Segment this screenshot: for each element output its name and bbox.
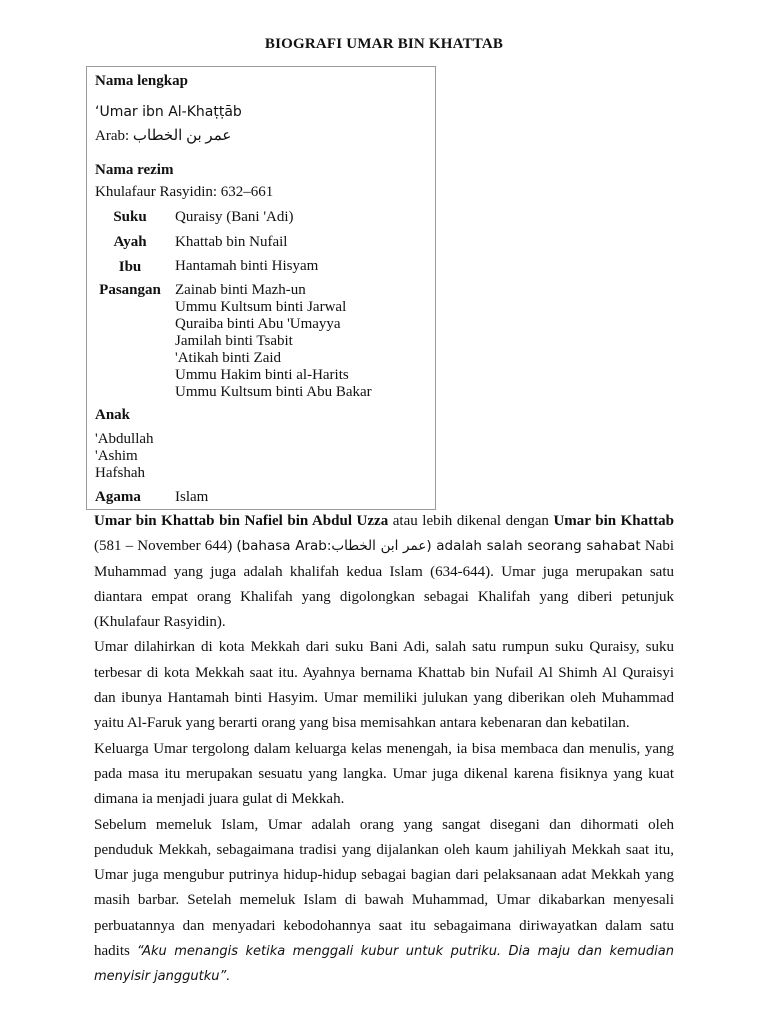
- full-name-heading: Nama lengkap: [95, 73, 188, 89]
- arabic-name-value: Arab: عمر بن الخطاب: [95, 128, 232, 144]
- mother-label: Ibu: [118, 259, 142, 275]
- list-item: Zainab binti Mazh-un: [175, 282, 306, 298]
- list-item: 'Ashim: [95, 448, 138, 464]
- list-item: Ummu Kultsum binti Jarwal: [175, 299, 347, 315]
- religion-label: Agama: [95, 489, 141, 505]
- biography-body: [94, 509, 674, 990]
- paragraph-intro: [94, 509, 674, 635]
- text-span: (581 – November 644): [94, 538, 237, 555]
- religion-value: Islam: [175, 489, 209, 505]
- spouse-list: [175, 282, 372, 401]
- mother-value: Hantamah binti Hisyam: [175, 258, 319, 274]
- page-title: BIOGRAFI UMAR BIN KHATTAB: [264, 36, 504, 52]
- bold-name: Umar bin Khattab: [553, 513, 674, 529]
- regime-heading: Nama rezim: [95, 162, 174, 178]
- text-span: (bahasa Arab:عمر ابن الخطاب) adalah salah seorang sahabat: [236, 538, 641, 555]
- hadith-quote: “Aku menangis ketika menggali kubur untuk putriku. Dia maju dan kemudian menyisir janggutku”.: [94, 944, 674, 985]
- biography-infobox: [86, 66, 436, 510]
- spouse-label: Pasangan: [99, 282, 161, 298]
- paragraph-before-islam: [94, 813, 674, 990]
- list-item: Ummu Kultsum binti Abu Bakar: [175, 384, 372, 400]
- tribe-label: Suku: [113, 209, 147, 225]
- children-list: [95, 431, 154, 482]
- father-label: Ayah: [113, 234, 147, 250]
- text-span: atau lebih dikenal dengan: [388, 513, 554, 529]
- text-span: Nabi Muhammad yang juga adalah khalifah kedua Islam (634-644). Umar juga merupakan satu diantara empat orang Khalifah yang digolongkan sebagai Khalifah yang diberi petunjuk (Khulafaur Rasyidin).: [94, 538, 674, 631]
- paragraph-birth: Umar dilahirkan di kota Mekkah dari suku Bani Adi, salah satu rumpun suku Quraisy, suku terbesar di kota Mekkah saat itu. Ayahnya bernama Khattab bin Nufail Al Shimh Al Quraisyi dan ibunya Hantamah binti Hasyim. Umar memiliki julukan yang diberikan oleh Muhammad yaitu Al-Faruk yang berarti orang yang bisa memisahkan antara kebenaran dan kebatilan.: [94, 639, 674, 732]
- list-item: Ummu Hakim binti al-Harits: [175, 367, 349, 383]
- list-item: 'Atikah binti Zaid: [175, 350, 282, 366]
- regime-value: Khulafaur Rasyidin: 632–661: [95, 184, 274, 200]
- list-item: 'Abdullah: [95, 431, 154, 447]
- children-heading: Anak: [95, 407, 131, 423]
- list-item: Hafshah: [95, 465, 145, 481]
- paragraph-family: Keluarga Umar tergolong dalam keluarga kelas menengah, ia bisa membaca dan menulis, yang pada masa itu merupakan sesuatu yang langka. Umar juga dikenal karena fisiknya yang kuat dimana ia menjadi juara gulat di Mekkah.: [94, 740, 674, 808]
- bold-name: Umar bin Khattab bin Nafiel bin Abdul Uzza: [94, 513, 389, 529]
- text-span: Sebelum memeluk Islam, Umar adalah orang yang sangat disegani dan dihormati oleh penduduk Mekkah, sebagaimana tradisi yang dijalankan oleh kaum jahiliyah Mekkah saat itu, Umar juga mengubur putrinya hidup-hidup sebagai bagian dari pelaksanaan adat Mekkah yang masih barbar. Setelah memeluk Islam di bawah Muhammad, Umar dikabarkan menyesali perbuatannya dan menyadari kebodohannya saat itu sebagaimana diriwayatkan dalam satu hadits: [94, 816, 674, 960]
- full-name-value: ‘Umar ibn Al-Khaṭṭāb: [95, 104, 242, 120]
- father-value: Khattab bin Nufail: [175, 234, 288, 250]
- list-item: Jamilah binti Tsabit: [175, 333, 293, 349]
- list-item: Quraiba binti Abu 'Umayya: [175, 316, 341, 332]
- tribe-value: Quraisy (Bani 'Adi): [175, 209, 294, 225]
